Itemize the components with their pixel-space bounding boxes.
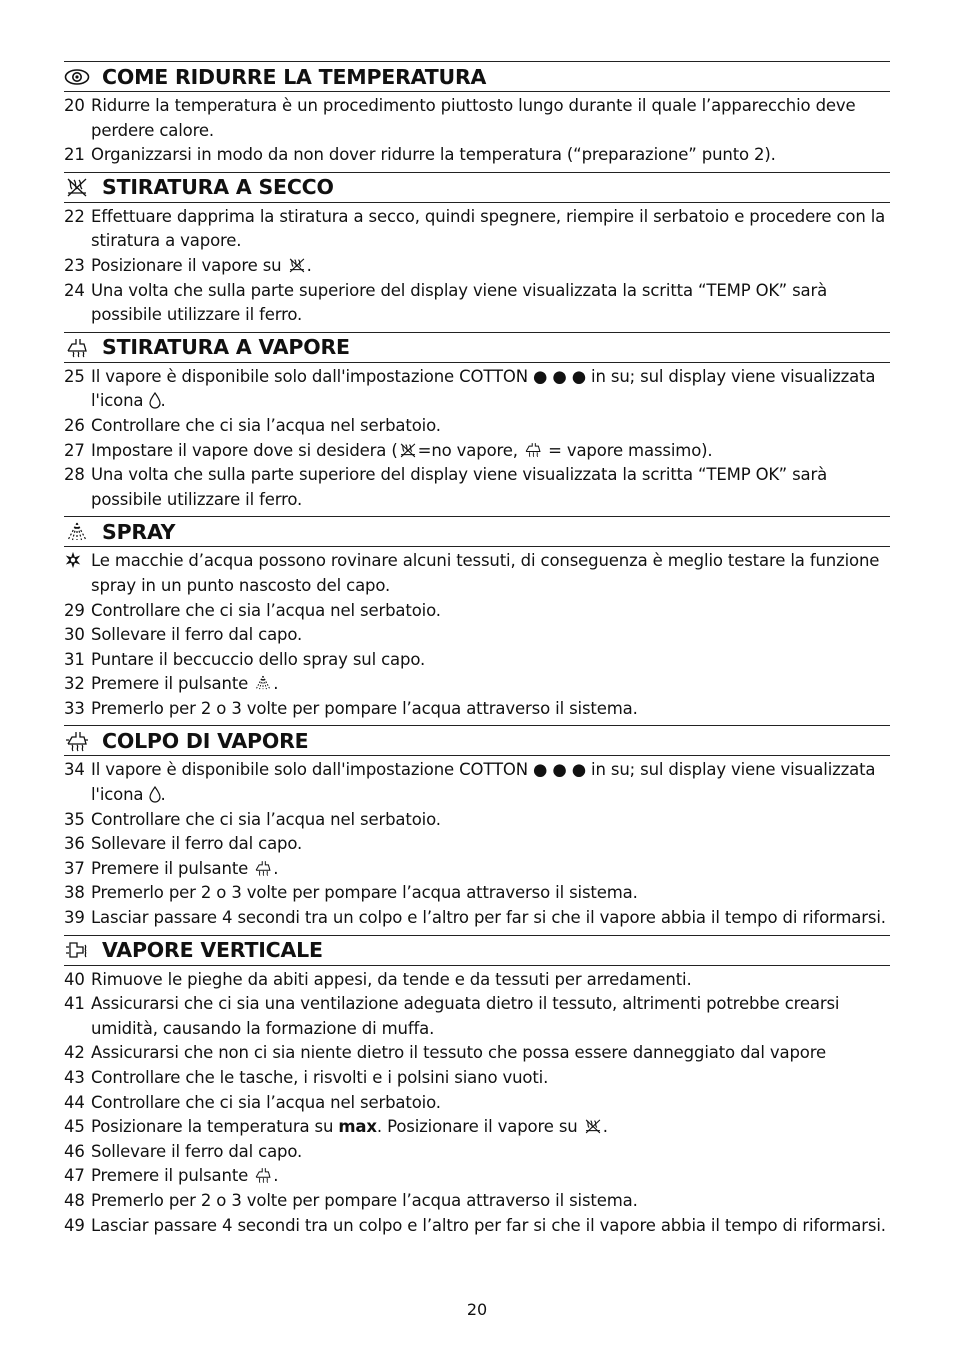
eye-icon (64, 66, 90, 88)
list-item: 45 Posizionare la temperatura su max. Posizionare il vapore su . (64, 1117, 608, 1137)
list-item: 44 Controllare che ci sia l’acqua nel serbatoio. (64, 1092, 441, 1112)
no-steam-icon (64, 176, 90, 198)
list-item: 26 Controllare che ci sia l’acqua nel serbatoio. (64, 415, 441, 435)
list-item: Le macchie d’acqua possono rovinare alcuni tessuti, di conseguenza è meglio testare la funzione spray in un punto nascosto del capo. (64, 549, 890, 598)
section-title: COLPO DI VAPORE (102, 728, 309, 753)
list-item: 39 Lasciar passare 4 secondi tra un colpo e l’altro per far si che il vapore abbia il tempo di riformarsi. (64, 908, 886, 928)
section-header-steam-ironing (64, 332, 890, 363)
manual-page (64, 61, 890, 1238)
section-header-dry-ironing (64, 172, 890, 203)
list-item: 46 Sollevare il ferro dal capo. (64, 1141, 303, 1161)
spray-icon (64, 521, 90, 543)
list-item: 37 Premere il pulsante . (64, 858, 279, 878)
list-item: 30 Sollevare il ferro dal capo. (64, 625, 303, 645)
list-item: 43 Controllare che le tasche, i risvolti e i polsini siano vuoti. (64, 1068, 549, 1087)
water-drop-icon (149, 391, 161, 409)
list-item: 47 Premere il pulsante . (64, 1166, 279, 1186)
max-steam-icon (523, 441, 543, 459)
list-item: 21 Organizzarsi in modo da non dover ridurre la temperatura (“preparazione” punto 2). (64, 145, 776, 165)
list-item: 35 Controllare che ci sia l’acqua nel serbatoio. (64, 809, 441, 829)
water-drop-icon (149, 785, 161, 803)
list-item: 32 Premere il pulsante . (64, 674, 279, 694)
steam-shot-icon (253, 859, 273, 877)
list-item: 40 Rimuove le pieghe da abiti appesi, da tende e da tessuti per arredamenti. (64, 969, 692, 989)
steam-icon (64, 336, 90, 358)
section-header-spray (64, 516, 890, 547)
spray-icon (253, 674, 273, 692)
list-item: 22 Effettuare dapprima la stiratura a secco, quindi spegnere, riempire il serbatoio e procedere con la stiratura a vapore. (64, 206, 886, 251)
list-item: 48 Premerlo per 2 o 3 volte per pompare l’acqua attraverso il sistema. (64, 1190, 638, 1210)
list-item: 28 Una volta che sulla parte superiore del display viene visualizzata la scritta “TEMP OK” sarà possibile utilizzare il ferro. (64, 465, 828, 509)
list-item: 24 Una volta che sulla parte superiore del display viene visualizzata la scritta “TEMP OK” sarà possibile utilizzare il ferro. (64, 280, 828, 325)
list-item: 38 Premerlo per 2 o 3 volte per pompare l’acqua attraverso il sistema. (64, 883, 638, 903)
no-steam-icon (287, 256, 307, 274)
section-header-vertical-steam (64, 935, 890, 966)
section-title: COME RIDURRE LA TEMPERATURA (102, 64, 487, 89)
list-item: 23 Posizionare il vapore su . (64, 255, 312, 275)
section-title: VAPORE VERTICALE (102, 938, 323, 963)
section-header-steam-shot (64, 725, 890, 756)
page-number: 20 (466, 1300, 488, 1319)
no-steam-icon (398, 441, 418, 459)
section-header-reduce-temperature (64, 61, 890, 92)
vertical-steam-icon (64, 939, 90, 961)
list-item: 31 Puntare il beccuccio dello spray sul capo. (64, 649, 426, 669)
section-title: STIRATURA A SECCO (102, 175, 334, 200)
list-item: 41 Assicurarsi che ci sia una ventilazione adeguata dietro il tessuto, altrimenti potrebbe crearsi umidità, causando la formazione di muffa. (64, 994, 840, 1038)
steam-shot-icon (253, 1166, 273, 1184)
section-title: STIRATURA A VAPORE (102, 335, 350, 360)
section-title: SPRAY (102, 519, 176, 544)
list-item: 20 Ridurre la temperatura è un procedimento piuttosto lungo durante il quale l’apparecchio deve perdere calore. (64, 96, 856, 140)
list-item: 27 Impostare il vapore dove si desidera ( =no vapore, = vapore massimo). (64, 440, 713, 460)
list-item: 49 Lasciar passare 4 secondi tra un colpo e l’altro per far si che il vapore abbia il tempo di riformarsi. (64, 1215, 886, 1235)
list-item: 42 Assicurarsi che non ci sia niente dietro il tessuto che possa essere danneggiato dal vapore (64, 1043, 827, 1063)
list-item: 29 Controllare che ci sia l’acqua nel serbatoio. (64, 600, 441, 620)
list-item: 33 Premerlo per 2 o 3 volte per pompare l’acqua attraverso il sistema. (64, 698, 638, 718)
list-item: 36 Sollevare il ferro dal capo. (64, 834, 303, 854)
no-steam-icon (583, 1117, 603, 1135)
list-item: 34 Il vapore è disponibile solo dall'impostazione COTTON ● ● ● in su; sul display viene visualizzata l'icona . (64, 760, 876, 805)
steam-shot-icon (64, 730, 90, 752)
list-item: 25 Il vapore è disponibile solo dall'impostazione COTTON ● ● ● in su; sul display viene visualizzata l'icona . (64, 366, 876, 411)
warning-icon (64, 549, 91, 598)
